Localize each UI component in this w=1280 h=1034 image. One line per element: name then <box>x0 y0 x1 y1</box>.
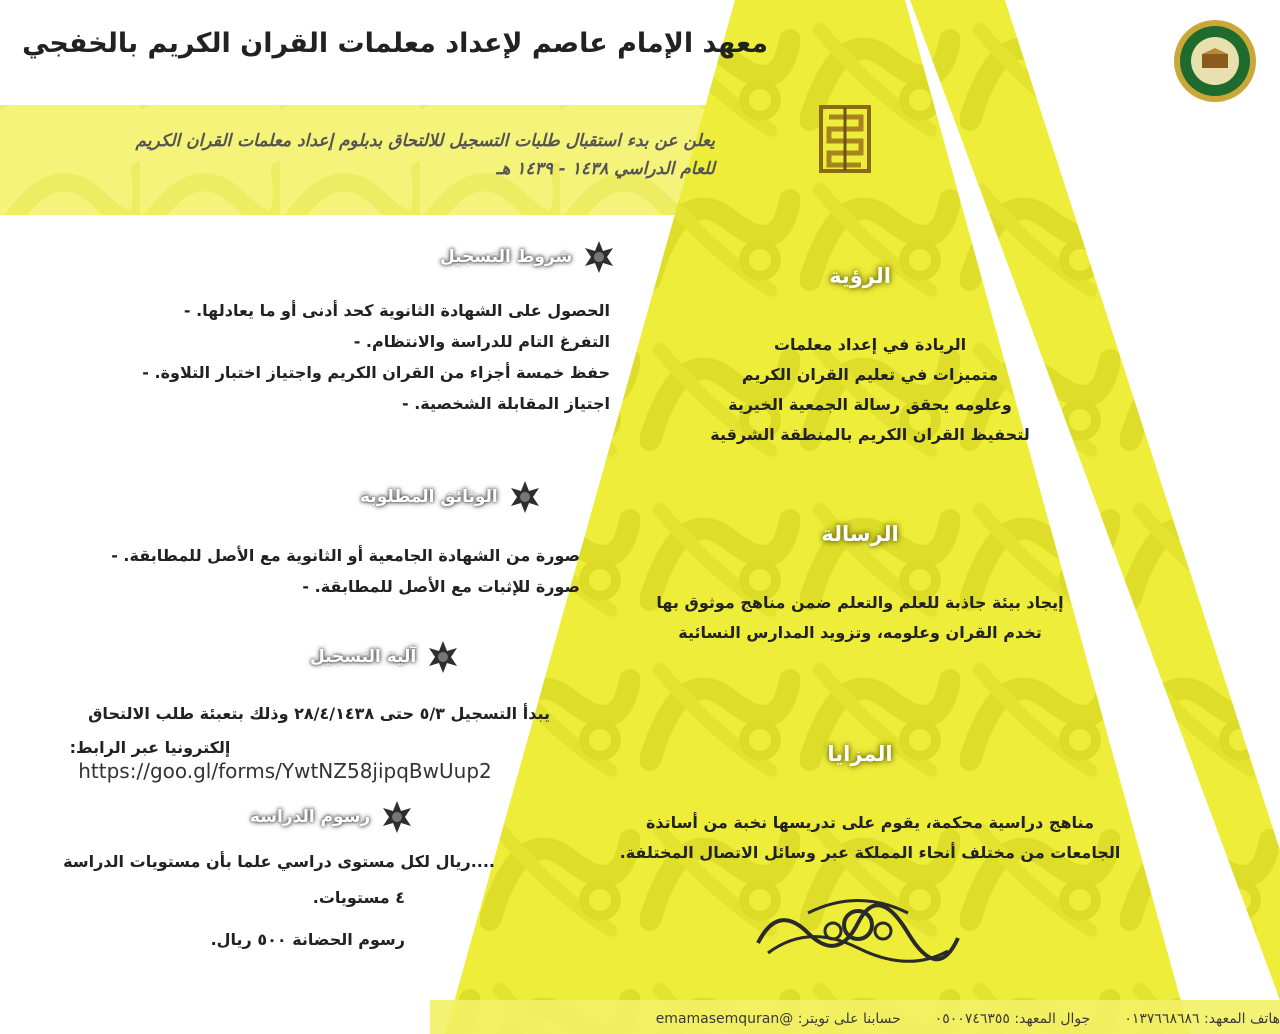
footer-phone: هاتف المعهد: ٠١٣٧٦٦٨٦٨٦ <box>1124 1010 1280 1027</box>
requirements-heading <box>440 240 616 274</box>
requirements-heading-label: شروط التسجيل <box>440 247 573 267</box>
list-item: اجتياز المقابلة الشخصية. - <box>100 388 610 419</box>
documents-list <box>60 540 580 602</box>
star-bullet-icon <box>508 480 542 514</box>
footer-mobile: جوال المعهد: ٠٥٠٠٧٤٦٣٥٥ <box>934 1010 1091 1027</box>
star-bullet-icon <box>380 800 414 834</box>
requirements-list <box>100 295 610 419</box>
footer-bar <box>430 1003 1280 1034</box>
vision-line: وعلومه يحقق رسالة الجمعية الخيرية <box>728 395 1012 414</box>
fees-heading <box>250 800 414 834</box>
list-item: صورة من الشهادة الجامعية أو الثانوية مع الأصل للمطابقة. - <box>60 540 580 571</box>
fees-heading-label: رسوم الدراسة <box>250 807 371 827</box>
calligraphy-ornament-icon <box>748 893 968 963</box>
star-bullet-icon <box>582 240 616 274</box>
registration-line-1: يبدأ التسجيل ٥/٣ حتى ٢٨/٤/١٤٣٨ وذلك بتعبئة طلب الالتحاق <box>88 704 550 723</box>
mission-text <box>600 588 1120 648</box>
mission-line: إيجاد بيئة جاذبة للعلم والتعلم ضمن مناهج موثوق بها <box>656 593 1064 612</box>
mission-heading: الرسالة <box>821 522 899 546</box>
announcement-text: يعلن عن بدء استقبال طلبات التسجيل للالتحاق بدبلوم إعداد معلمات القران الكريم للعام الدراسي ١٤٣٨ - ١٤٣٩ هـ <box>135 131 715 179</box>
footer-twitter[interactable]: حسابنا على تويتر: @emamasemquran <box>655 1010 901 1027</box>
vision-line: لتحفيظ القران الكريم بالمنطقة الشرقية <box>710 425 1030 444</box>
registration-link[interactable]: https://goo.gl/forms/YwtNZ58jipqBwUup2 <box>78 759 492 783</box>
page-title: معهد الإمام عاصم لإعداد معلمات القران الكريم بالخفجي <box>22 28 768 59</box>
registration-heading-label: آلية التسجيل <box>310 647 417 667</box>
list-item: حفظ خمسة أجزاء من القران الكريم واجتياز اختبار التلاوة. - <box>100 357 610 388</box>
list-item: صورة للإثبات مع الأصل للمطابقة. - <box>60 571 580 602</box>
vision-line: الريادة في إعداد معلمات <box>773 335 967 354</box>
vision-heading: الرؤية <box>829 264 891 288</box>
features-heading: المزايا <box>827 742 893 766</box>
mission-line: تخدم القران وعلومه، وتزويد المدارس النسائية <box>678 623 1042 642</box>
features-line: مناهج دراسية محكمة، يقوم على تدريسها نخبة من أساتذة <box>645 813 1094 832</box>
features-line: الجامعات من مختلف أنحاء المملكة عبر وسائل الاتصال المختلفة. <box>619 843 1121 862</box>
vision-text <box>690 330 1050 450</box>
emblem-logo-icon <box>1172 18 1258 104</box>
star-bullet-icon <box>426 640 460 674</box>
fees-line-1: ....ريال لكل مستوى دراسي علما بأن مستويات الدراسة <box>63 852 495 871</box>
list-item: الحصول على الشهادة الثانوية كحد أدنى أو ما يعادلها. - <box>100 295 610 326</box>
list-item: التفرغ التام للدراسة والانتظام. - <box>100 326 610 357</box>
features-text <box>560 808 1180 868</box>
registration-line-2: إلكترونيا عبر الرابط: <box>69 738 231 757</box>
fees-line-3: رسوم الحضانة ٥٠٠ ريال. <box>210 930 405 949</box>
calligraphy-mark-icon <box>815 103 875 175</box>
documents-heading <box>360 480 542 514</box>
fees-line-2: ٤ مستويات. <box>312 888 405 907</box>
registration-heading <box>310 640 460 674</box>
documents-heading-label: الوثائق المطلوبة <box>360 487 498 507</box>
vision-line: متميزات في تعليم القران الكريم <box>741 365 999 384</box>
